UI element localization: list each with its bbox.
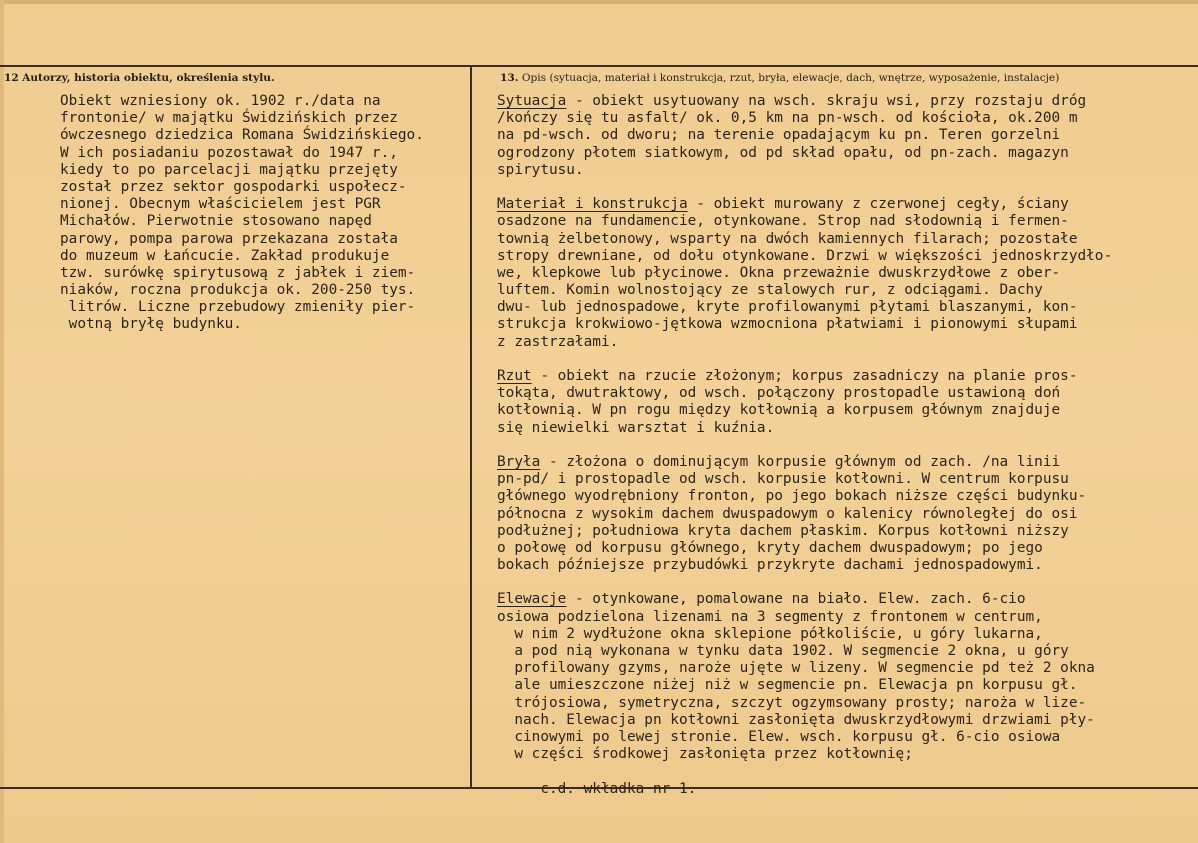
description-line: nach. Elewacja pn kotłowni zasłonięta dwuskrzydłowymi drzwiami pły- bbox=[497, 711, 1095, 728]
section-text: - złożona o dominującym korpusie głównym od zach. /na linii bbox=[540, 453, 1061, 470]
description-line: bokach późniejsze przybudówki przykryte dachami jednospadowymi. bbox=[497, 557, 1043, 574]
history-line: niaków, roczna produkcja ok. 200-250 tys. bbox=[60, 282, 416, 299]
field-13-title: Opis (sytuacja, materiał i konstrukcja, rzut, bryła, elewacje, dach, wnętrze, wyposażenie, instalacje) bbox=[521, 72, 1060, 84]
description-line: podłużnej; południowa kryta dachem płaskim. Korpus kotłowni niższy bbox=[497, 522, 1069, 539]
description-line: północna z wysokim dachem dwuspadowym o kalenicy równoległej do osi bbox=[497, 505, 1078, 522]
section-gap bbox=[497, 763, 1112, 780]
description-line bbox=[497, 591, 1112, 608]
description-line: ogrodzony płotem siatkowym, od pd skład opału, od pn-zach. magazyn bbox=[497, 144, 1069, 161]
description-line: stropy drewniane, od dołu otynkowane. Drzwi w większości jednoskrzydło- bbox=[497, 247, 1113, 264]
history-line: litrów. Liczne przebudowy zmieniły pier- bbox=[60, 299, 416, 316]
description-text bbox=[497, 93, 1112, 798]
description-line: o połowę od korpusu głównego, kryty dachem dwuspadowym; po jego bbox=[497, 539, 1043, 556]
description-line bbox=[497, 196, 1112, 213]
top-rule bbox=[0, 65, 1198, 67]
history-line: kiedy to po parcelacji majątku przejęty bbox=[60, 161, 398, 178]
section-text: - obiekt murowany z czerwonej cegły, ściany bbox=[687, 196, 1069, 213]
description-line: głównego wyodrębniony fronton, po jego bokach niższe części budynku- bbox=[497, 488, 1087, 505]
description-line: spirytusu. bbox=[497, 161, 584, 178]
column-divider bbox=[470, 66, 472, 788]
section-heading: Bryła bbox=[497, 453, 541, 470]
description-line bbox=[497, 454, 1112, 471]
history-line: Obiekt wzniesiony ok. 1902 r./data na bbox=[60, 93, 381, 109]
description-line: osiowa podzielona lizenami na 3 segmenty z frontonem w centrum, bbox=[497, 608, 1043, 625]
description-line: w nim 2 wydłużone okna sklepione półkoliście, u góry lukarna, bbox=[497, 625, 1043, 642]
description-line: /kończy się tu asfalt/ ok. 0,5 km na pn-wsch. od kościoła, ok.200 m bbox=[497, 110, 1078, 127]
section-text: - obiekt na rzucie złożonym; korpus zasadniczy na planie pros- bbox=[531, 368, 1078, 384]
description-line: w części środkowej zasłonięta przez kotłownię; bbox=[497, 746, 913, 763]
history-text bbox=[60, 93, 424, 334]
history-line: tzw. surówkę spirytusową z jabłek i ziem- bbox=[60, 264, 416, 281]
description-line: się niewielki warsztat i kuźnia. bbox=[497, 419, 775, 436]
page-edge-top bbox=[0, 0, 1198, 4]
description-line: strukcja krokwiowo-jętkowa wzmocniona płatwiami i pionowymi słupami bbox=[497, 316, 1078, 333]
section-heading: Elewacje bbox=[497, 591, 567, 608]
page-edge-left bbox=[0, 0, 4, 843]
history-line: Michałów. Pierwotnie stosowano napęd bbox=[60, 213, 372, 230]
description-line: dwu- lub jednospadowe, kryte profilowanymi płytami blaszanymi, kon- bbox=[497, 299, 1078, 316]
description-line: trójosiowa, symetryczna, szczyt ogzymsowany prosty; naroża w lize- bbox=[497, 694, 1087, 711]
history-line: do muzeum w Łańcucie. Zakład produkuje bbox=[60, 247, 390, 264]
history-line: został przez sektor gospodarki uspołecz- bbox=[60, 178, 407, 195]
description-line: we, klepkowe lub płycinowe. Okna przeważnie dwuskrzydłowe z ober- bbox=[497, 264, 1061, 281]
field-12-number: 12 bbox=[4, 72, 19, 84]
description-line: tokąta, dwutraktowy, od wsch. połączony prostopadle ustawioną doń bbox=[497, 385, 1061, 402]
history-line: wotną bryłę budynku. bbox=[60, 316, 242, 333]
description-line: z zastrzałami. bbox=[497, 333, 619, 350]
section-gap bbox=[497, 351, 1112, 368]
description-line: profilowany gzyms, naroże ujęte w lizeny. W segmencie pd też 2 okna bbox=[497, 660, 1095, 677]
field-12-title: Autorzy, historia obiektu, określenia stylu. bbox=[22, 72, 275, 84]
section-text: - obiekt usytuowany na wsch. skraju wsi, przy rozstaju dróg bbox=[566, 93, 1087, 109]
description-line: ale umieszczone niżej niż w segmencie pn. Elewacja pn korpusu gł. bbox=[497, 677, 1078, 694]
section-heading: Materiał i konstrukcja bbox=[497, 196, 688, 213]
history-line: frontonie/ w majątku Świdzińskich przez bbox=[60, 110, 398, 127]
section-text: - otynkowane, pomalowane na biało. Elew. zach. 6-cio bbox=[566, 591, 1026, 608]
history-line: ówczesnego dziedzica Romana Świdzińskiego. bbox=[60, 127, 424, 144]
description-line bbox=[497, 368, 1112, 385]
continuation-note: c.d. wkładka nr 1. bbox=[497, 780, 697, 797]
section-gap bbox=[497, 574, 1112, 591]
description-line: osadzone na fundamencie, otynkowane. Strop nad słodownią i fermen- bbox=[497, 213, 1069, 230]
section-heading: Rzut bbox=[497, 368, 532, 384]
description-line: pn-pd/ i prostopadle od wsch. korpusie kotłowni. W centrum korpusu bbox=[497, 471, 1069, 488]
section-gap bbox=[497, 437, 1112, 454]
description-line: luftem. Komin wolnostojący ze stalowych rur, z odciągami. Dachy bbox=[497, 282, 1043, 299]
description-line: a pod nią wykonana w tynku data 1902. W segmencie 2 okna, u góry bbox=[497, 643, 1069, 659]
field-13-header bbox=[500, 72, 1059, 84]
description-line: kotłownią. W pn rogu między kotłownią a korpusem głównym znajduje bbox=[497, 402, 1061, 419]
description-line: cinowymi po lewej stronie. Elew. wsch. korpusu gł. 6-cio osiowa bbox=[497, 728, 1061, 745]
section-gap bbox=[497, 179, 1112, 196]
history-line: nionej. Obecnym właścicielem jest PGR bbox=[60, 196, 381, 213]
section-heading: Sytuacja bbox=[497, 93, 567, 109]
description-line bbox=[497, 93, 1112, 110]
field-12-header bbox=[4, 72, 275, 84]
history-line: parowy, pompa parowa przekazana została bbox=[60, 230, 398, 247]
history-line: W ich posiadaniu pozostawał do 1947 r., bbox=[60, 144, 398, 161]
description-line: townią żelbetonowy, wsparty na dwóch kamiennych filarach; pozostałe bbox=[497, 230, 1078, 247]
description-line: na pd-wsch. od dworu; na terenie opadającym ku pn. Teren gorzelni bbox=[497, 127, 1061, 144]
field-13-number: 13. bbox=[500, 72, 519, 84]
